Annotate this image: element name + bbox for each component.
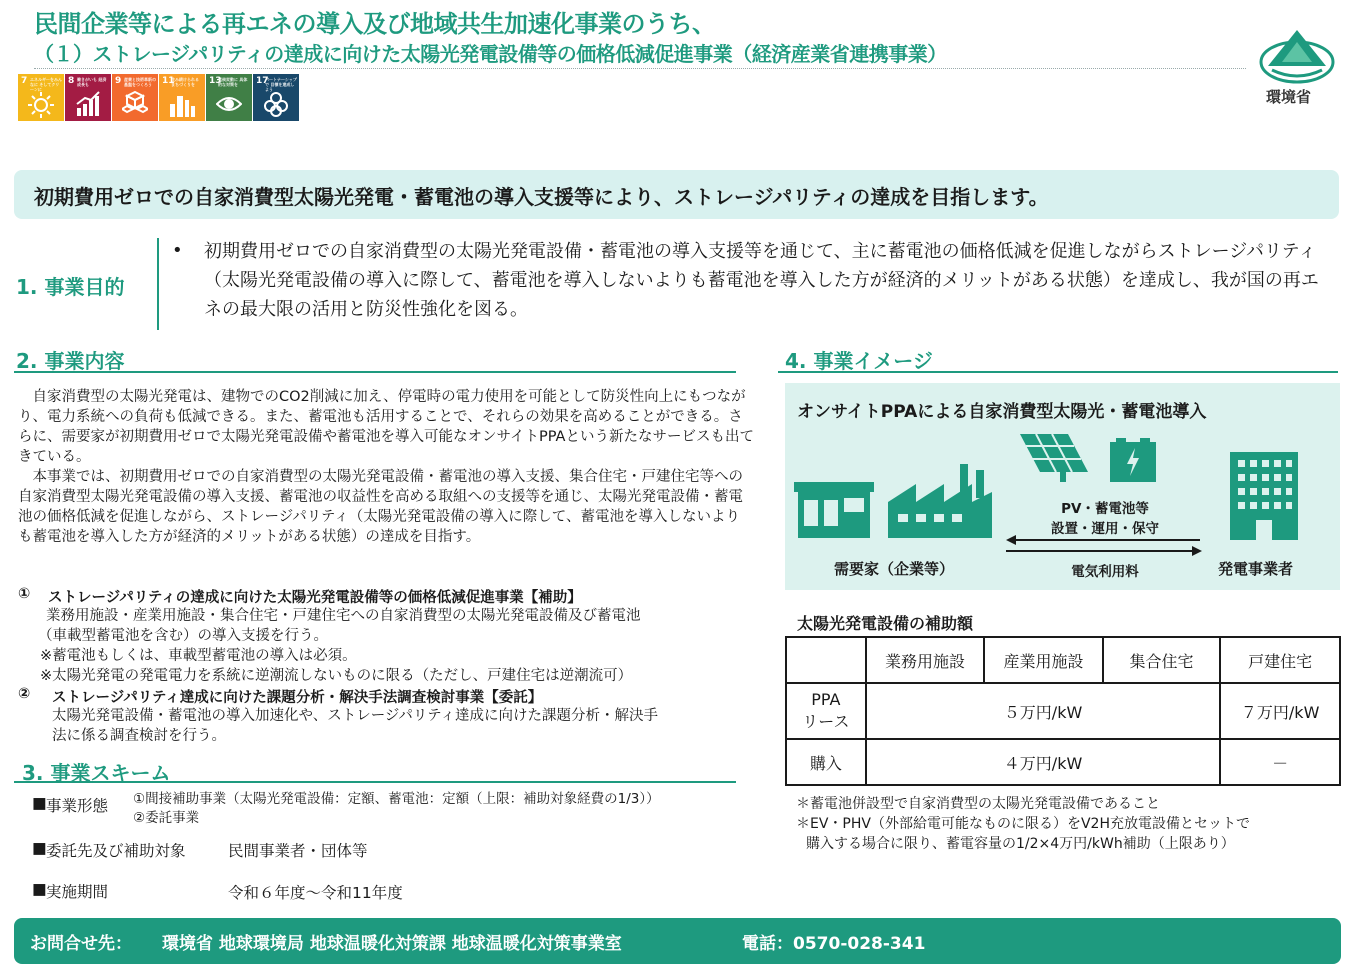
section4-heading: 4. 事業イメージ xyxy=(785,349,933,373)
scheme-value-type-2: ②委託事業 xyxy=(133,810,200,826)
section1-bullet: • xyxy=(172,240,183,261)
sdg-8-icon: 8 働きがいも 経済成長も xyxy=(65,74,111,121)
business-image-title: オンサイトPPAによる自家消費型太陽光・蓄電池導入 xyxy=(797,402,1207,422)
subsidy-value-house: ７万円/kW xyxy=(1220,683,1340,739)
solar-panel-icon xyxy=(1018,432,1090,484)
subsidy-header-cell: 戸建住宅 xyxy=(1220,637,1340,683)
customer-label: 需要家（企業等） xyxy=(834,560,955,578)
item1-line2: （車載型蓄電池を含む）の導入支援を行う。 xyxy=(38,628,328,644)
title-divider xyxy=(34,68,1246,69)
subsidy-header-cell: 産業用施設 xyxy=(984,637,1103,683)
scheme-key-type: 事業形態 xyxy=(46,797,109,815)
item1-note2: ※太陽光発電の発電電力を系統に逆潮流しないものに限る（ただし、戸建住宅は逆潮流可） xyxy=(40,668,633,684)
item2-number: ② xyxy=(18,686,31,702)
subsidy-header-cell: 集合住宅 xyxy=(1103,637,1221,683)
subsidy-header-cell: 業務用施設 xyxy=(866,637,985,683)
scheme-value-type: ①間接補助事業（太陽光発電設備：定額、蓄電池：定額（上限：補助対象経費の1/3）） xyxy=(133,791,660,807)
sdg-7-icon: 7 エネルギーをみんなに そしてクリーンに xyxy=(18,74,64,121)
item2-line2: 法に係る調査検討を行う。 xyxy=(52,728,226,744)
subsidy-row-label: PPA リース xyxy=(786,683,866,739)
ministry-name: 環境省 xyxy=(1266,88,1312,106)
section2-paragraph2: 本事業では、初期費用ゼロでの自家消費型の太陽光発電設備・蓄電池の導入支援、集合住宅・戸建住宅等への自家消費型太陽光発電設備の導入支援、蓄電池の収益性を高める取組への支援等を通じ、太陽光発電設備・蓄電池の価格低減を促進しながら、ストレージパリティ（太陽光発電設備の導入に際して、蓄電池を導入しないよりも蓄電池を導入した方が経済的メリットがある状態）の達成を目指す。 xyxy=(18,469,743,545)
flow-label-service: 設置・運用・保守 xyxy=(1051,521,1159,537)
page-title-line1: 民間企業等による再エネの導入及び地域共生加速化事業のうち、 xyxy=(34,10,716,38)
page-title-line2: （１）ストレージパリティの達成に向けた太陽光発電設備等の価格低減促進事業（経済産業省連携事業） xyxy=(34,42,947,66)
section2-underline xyxy=(14,371,736,373)
contact-footer xyxy=(14,918,1341,964)
item1-note1: ※蓄電池もしくは、車載型蓄電池の導入は必須。 xyxy=(40,648,357,664)
scheme-key-target: 委託先及び補助対象 xyxy=(46,842,186,860)
subsidy-table-title: 太陽光発電設備の補助額 xyxy=(797,614,974,633)
sdg-9-icon: 9 産業と技術革新の基盤をつくろう xyxy=(112,74,158,121)
subsidy-value: ４万円/kW xyxy=(866,739,1221,785)
provider-label: 発電事業者 xyxy=(1218,560,1294,578)
item2-line1: 太陽光発電設備・蓄電池の導入加速化や、ストレージパリティ達成に向けた課題分析・解決手 xyxy=(52,708,658,724)
section3-underline xyxy=(14,781,736,783)
sdg-17-icon: 17 パートナーシップで 目標を達成しよう xyxy=(253,74,299,121)
store-icon xyxy=(792,480,876,540)
scheme-value-target: 民間事業者・団体等 xyxy=(228,842,368,860)
contact-phone: 電話：0570-028-341 xyxy=(742,934,926,954)
factory-icon xyxy=(886,462,996,540)
power-producer-building-icon xyxy=(1228,450,1300,542)
item1-line1: 業務用施設・産業用施設・集合住宅・戸建住宅への自家消費型の太陽光発電設備及び蓄電池 xyxy=(46,608,641,624)
scheme-value-period: 令和６年度〜令和11年度 xyxy=(228,884,403,902)
summary-banner xyxy=(14,170,1339,219)
subsidy-table xyxy=(785,636,1341,786)
section1-text: 初期費用ゼロでの自家消費型の太陽光発電設備・蓄電池の導入支援等を通じて、主に蓄電池の価格低減を促進しながらストレージパリティ（太陽光発電設備の導入に際して、蓄電池を導入しないよりも蓄電池を導入した方が経済的メリットがある状態）を達成し、我が国の再エネの最大限の活用と防災性強化を図る。 xyxy=(204,241,1319,320)
subsidy-value: ５万円/kW xyxy=(866,683,1221,739)
item1-number: ① xyxy=(18,586,31,602)
subsidy-note-1: ＊蓄電池併設型で自家消費型の太陽光発電設備であること xyxy=(796,796,1160,812)
section1-divider xyxy=(157,238,159,330)
flow-label-fee: 電気利用料 xyxy=(1071,564,1139,580)
scheme-marker-2: ■ xyxy=(32,839,47,857)
sdg-11-icon: 11 住み続けられる まちづくりを xyxy=(159,74,205,121)
section4-underline xyxy=(778,371,1338,373)
section3-heading: 3. 事業スキーム xyxy=(22,761,171,785)
section2-paragraph1: 自家消費型の太陽光発電は、建物でのCO2削減に加え、停電時の電力使用を可能として防災性向上にもつながり、電力系統への負荷も低減できる。また、蓄電池も活用することで、それらの効果を高めることができる。さらに、需要家が初期費用ゼロで太陽光発電設備や蓄電池を導入可能なオンサイトPPAという新たなサービスも出てきている。 xyxy=(18,389,754,465)
contact-department: 環境省 地球環境局 地球温暖化対策課 地球温暖化対策事業室 xyxy=(162,934,622,954)
subsidy-header-blank xyxy=(786,637,866,683)
bidirectional-arrow-icon xyxy=(1004,535,1204,557)
contact-label: お問合せ先： xyxy=(30,934,132,954)
battery-icon xyxy=(1108,436,1158,486)
sdg-13-icon: 13 気候変動に 具体的な対策を xyxy=(206,74,252,121)
sdgs-icons xyxy=(18,74,299,121)
subsidy-value-house: － xyxy=(1220,739,1340,785)
summary-banner-text: 初期費用ゼロでの自家消費型太陽光発電・蓄電池の導入支援等により、ストレージパリティの達成を目指します。 xyxy=(34,185,1049,209)
subsidy-note-2: ＊EV・PHV（外部給電可能なものに限る）をV2H充放電設備とセットで xyxy=(796,816,1250,832)
item1-title: ストレージパリティの達成に向けた太陽光発電設備等の価格低減促進事業【補助】 xyxy=(48,590,582,606)
flow-label-equipment: PV・蓄電池等 xyxy=(1061,501,1149,517)
scheme-key-period: 実施期間 xyxy=(46,883,109,901)
section1-heading: 1. 事業目的 xyxy=(16,275,125,299)
section2-heading: 2. 事業内容 xyxy=(16,349,125,373)
scheme-marker-3: ■ xyxy=(32,880,47,898)
subsidy-row-label: 購入 xyxy=(786,739,866,785)
item2-title: ストレージパリティ達成に向けた課題分析・解決手法調査検討事業【委託】 xyxy=(52,690,543,706)
scheme-marker-1: ■ xyxy=(32,794,47,812)
subsidy-note-3: 購入する場合に限り、蓄電容量の1/2×4万円/kWh補助（上限あり） xyxy=(806,836,1235,852)
